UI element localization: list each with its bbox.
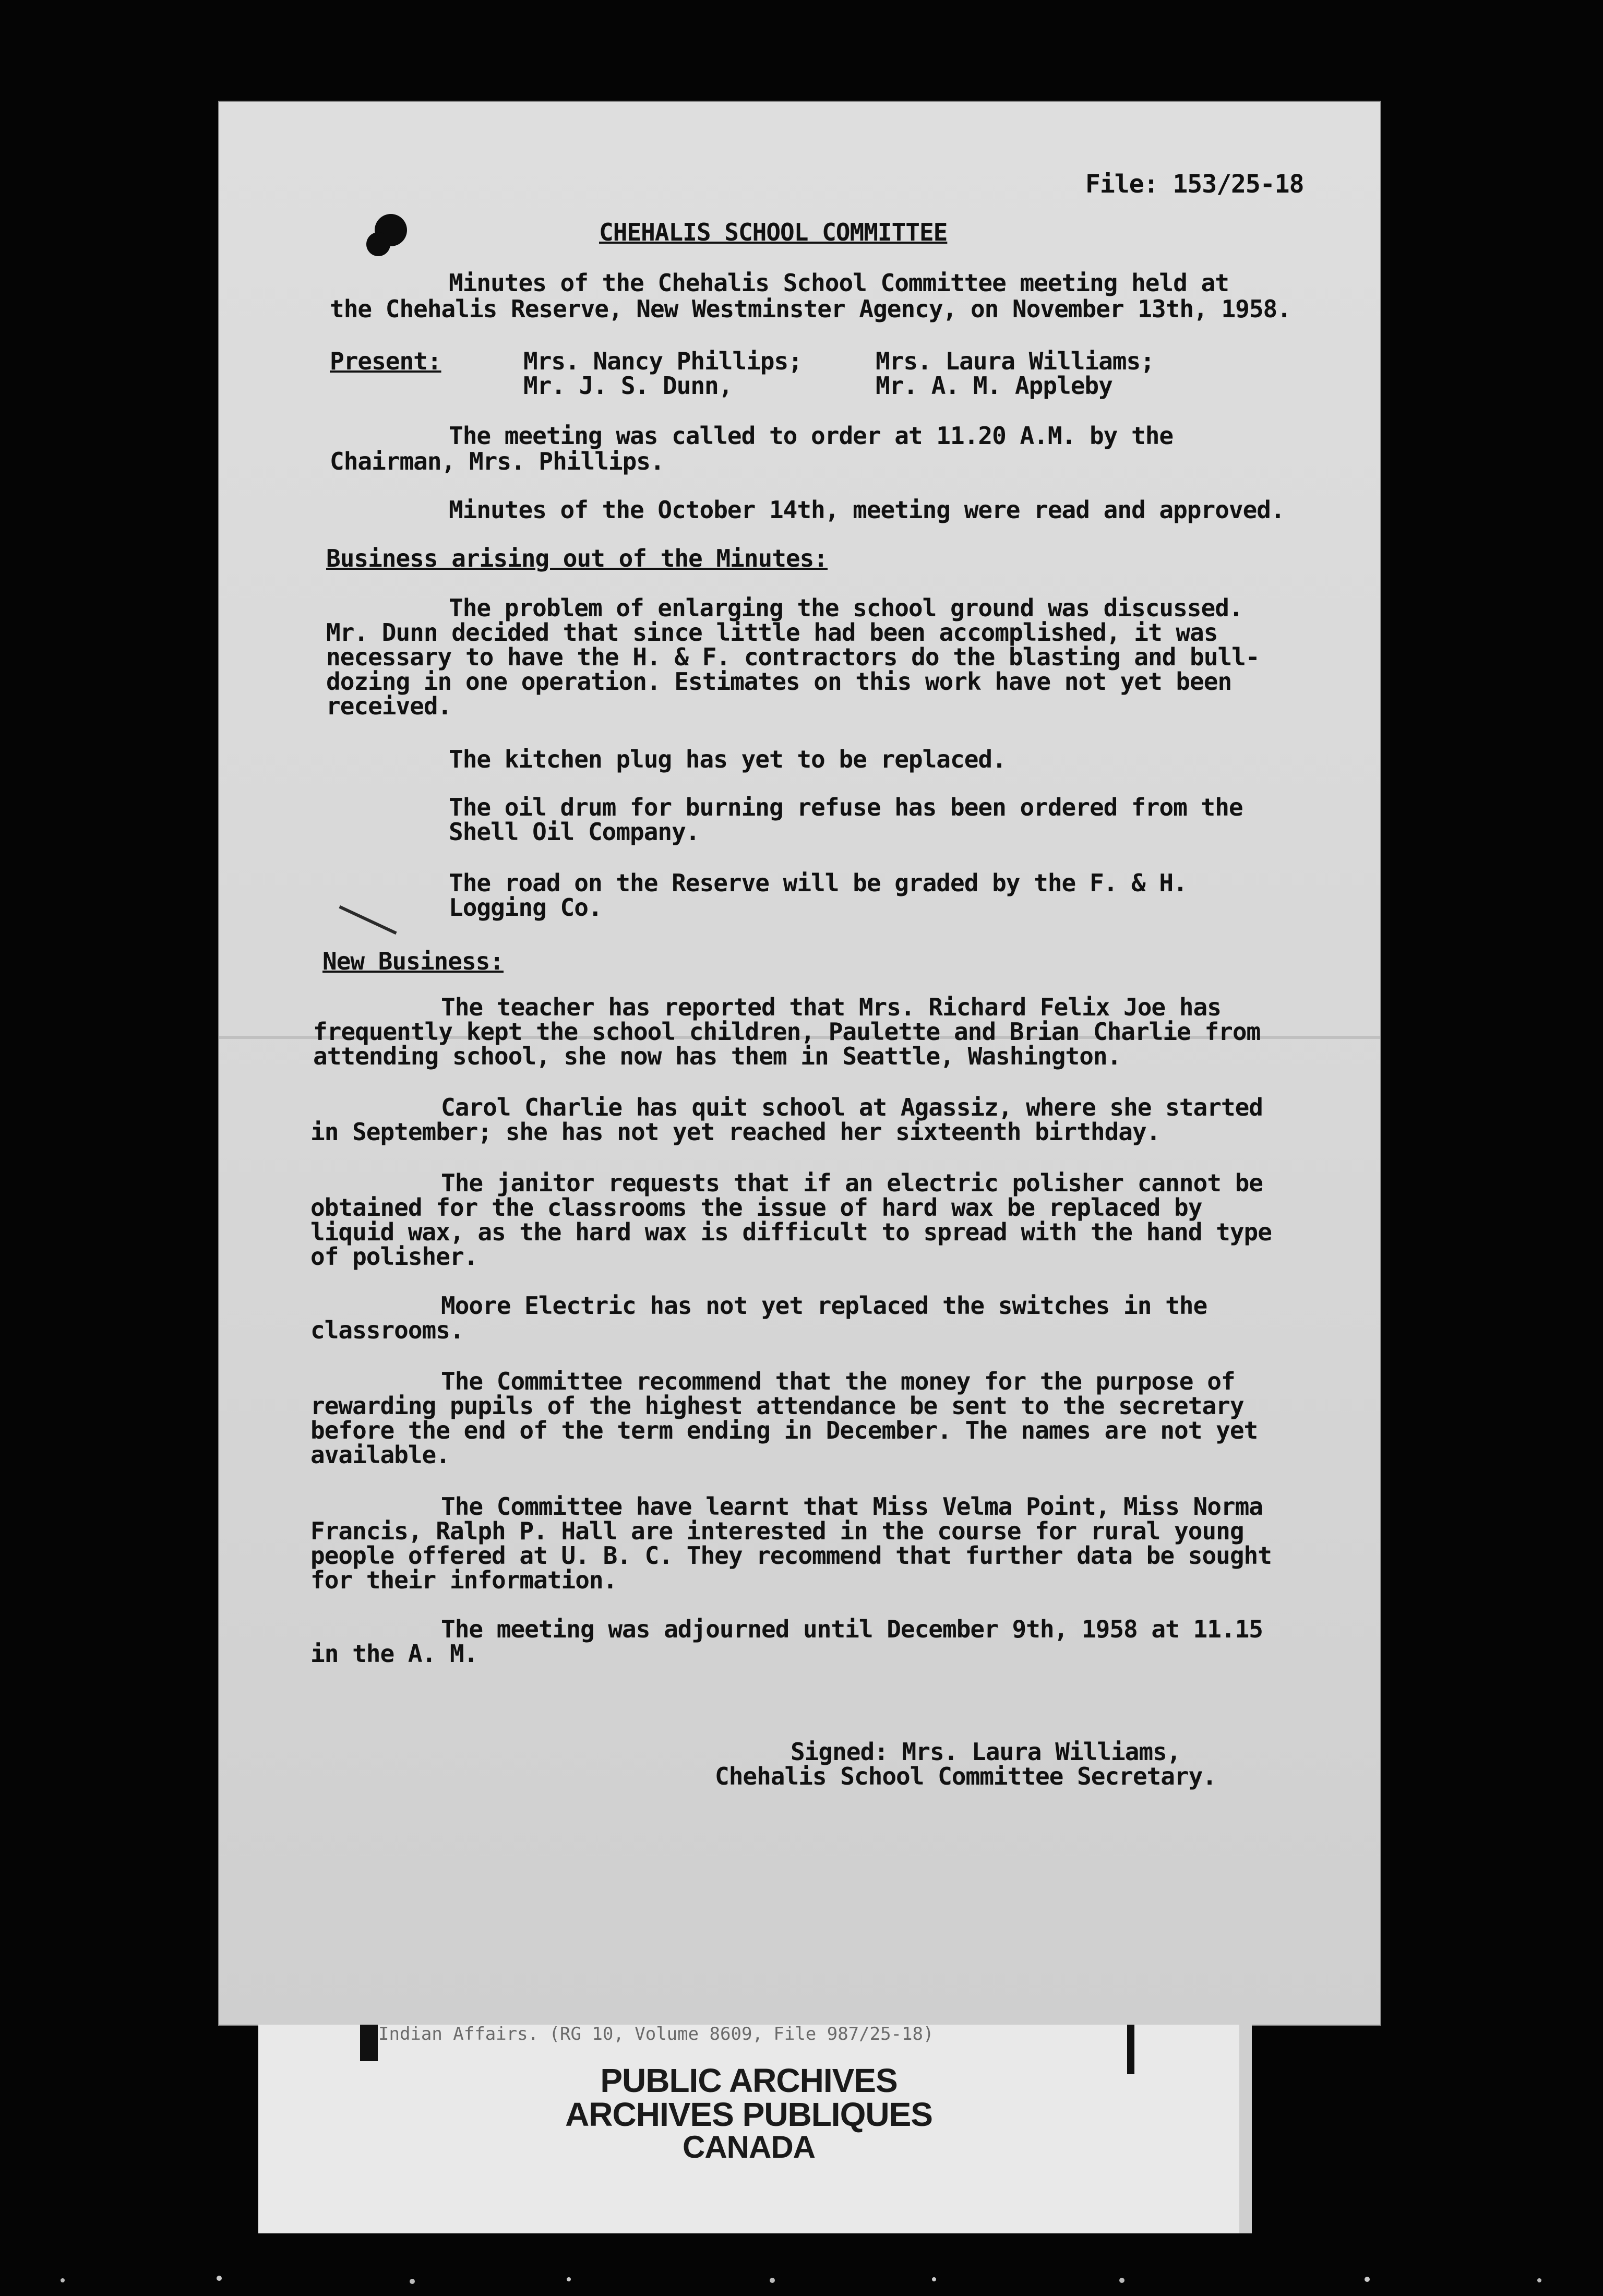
paragraph-line: people offered at U. B. C. They recommend that further data be sought bbox=[310, 1541, 1272, 1570]
paragraph-line: available. bbox=[310, 1441, 450, 1469]
paper-scratch bbox=[339, 905, 397, 935]
film-edge-specks bbox=[0, 2259, 1603, 2296]
paragraph-line: Minutes of the October 14th, meeting were read and approved. bbox=[449, 496, 1285, 524]
paragraph-line: in the A. M. bbox=[310, 1640, 478, 1668]
paragraph-line: obtained for the classrooms the issue of hard wax be replaced by bbox=[310, 1193, 1202, 1222]
paragraph-line: Shell Oil Company. bbox=[449, 818, 700, 846]
paragraph-line: received. bbox=[326, 692, 452, 720]
archive-stamp-line: ARCHIVES PUBLIQUES bbox=[565, 2096, 932, 2133]
archive-stamp-line: PUBLIC ARCHIVES bbox=[600, 2062, 898, 2099]
paragraph-line: Francis, Ralph P. Hall are interested in the course for rural young bbox=[310, 1517, 1244, 1545]
paragraph-line: classrooms. bbox=[310, 1316, 464, 1344]
paragraph-line: Chairman, Mrs. Phillips. bbox=[330, 447, 664, 475]
paragraph-line: The meeting was adjourned until December 9th, 1958 at 11.15 bbox=[441, 1615, 1263, 1643]
present-name: Mrs. Laura Williams; bbox=[876, 347, 1154, 375]
paragraph-line: Mr. Dunn decided that since little had been accomplished, it was bbox=[326, 618, 1218, 647]
signature-line: Signed: Mrs. Laura Williams, bbox=[791, 1738, 1181, 1766]
paragraph-line: frequently kept the school children, Paulette and Brian Charlie from bbox=[313, 1018, 1261, 1046]
card-edge bbox=[1239, 2025, 1252, 2233]
paragraph-line: rewarding pupils of the highest attendance be sent to the secretary bbox=[310, 1392, 1244, 1420]
card-bar bbox=[360, 2025, 378, 2061]
section-heading: Business arising out of the Minutes: bbox=[326, 544, 828, 572]
paragraph-line: The teacher has reported that Mrs. Richard Felix Joe has bbox=[441, 993, 1221, 1021]
archive-stamp-line: CANADA bbox=[683, 2130, 815, 2165]
document-title: CHEHALIS SCHOOL COMMITTEE bbox=[599, 218, 948, 246]
paragraph-line: liquid wax, as the hard wax is difficult to spread with the hand type bbox=[310, 1218, 1272, 1246]
paragraph-line: The kitchen plug has yet to be replaced. bbox=[449, 745, 1006, 773]
paragraph-line: of polisher. bbox=[310, 1242, 478, 1271]
paragraph-line: Moore Electric has not yet replaced the switches in the bbox=[441, 1292, 1207, 1320]
paragraph-line: necessary to have the H. & F. contractors do the blasting and bull- bbox=[326, 643, 1260, 671]
intro-line: the Chehalis Reserve, New Westminster Agency, on November 13th, 1958. bbox=[330, 295, 1291, 323]
paragraph-line: The oil drum for burning refuse has been ordered from the bbox=[449, 793, 1243, 821]
paragraph-line: before the end of the term ending in December. The names are not yet bbox=[310, 1416, 1258, 1444]
file-reference: File: 153/25-18 bbox=[1085, 170, 1304, 199]
present-name: Mr. A. M. Appleby bbox=[876, 372, 1112, 400]
intro-line: Minutes of the Chehalis School Committee meeting held at bbox=[449, 269, 1229, 297]
paragraph-line: Logging Co. bbox=[449, 893, 602, 922]
paragraph-line: The Committee have learnt that Miss Velma Point, Miss Norma bbox=[441, 1492, 1263, 1521]
paragraph-line: The janitor requests that if an electric polisher cannot be bbox=[441, 1169, 1263, 1197]
present-name: Mrs. Nancy Phillips; bbox=[523, 347, 802, 375]
paragraph-line: attending school, she now has them in Seattle, Washington. bbox=[313, 1042, 1121, 1070]
signature-line: Chehalis School Committee Secretary. bbox=[715, 1762, 1216, 1790]
archive-reference-text: Indian Affairs. (RG 10, Volume 8609, File 987/25-18) bbox=[378, 2024, 934, 2044]
archive-stamp-card bbox=[258, 2025, 1239, 2233]
paragraph-line: dozing in one operation. Estimates on this work have not yet been bbox=[326, 667, 1232, 696]
paragraph-line: Carol Charlie has quit school at Agassiz, where she started bbox=[441, 1093, 1263, 1121]
paragraph-line: The problem of enlarging the school ground was discussed. bbox=[449, 594, 1243, 622]
paragraph-line: The Committee recommend that the money for the purpose of bbox=[441, 1367, 1235, 1395]
present-name: Mr. J. S. Dunn, bbox=[523, 372, 733, 400]
paragraph-line: in September; she has not yet reached her sixteenth birthday. bbox=[310, 1118, 1161, 1146]
section-heading: New Business: bbox=[322, 947, 504, 975]
paragraph-line: for their information. bbox=[310, 1566, 617, 1594]
paragraph-line: The road on the Reserve will be graded by the F. & H. bbox=[449, 869, 1187, 897]
paragraph-line: The meeting was called to order at 11.20 A.M. by the bbox=[449, 422, 1174, 450]
ink-blot bbox=[366, 232, 390, 256]
present-label: Present: bbox=[330, 347, 441, 375]
